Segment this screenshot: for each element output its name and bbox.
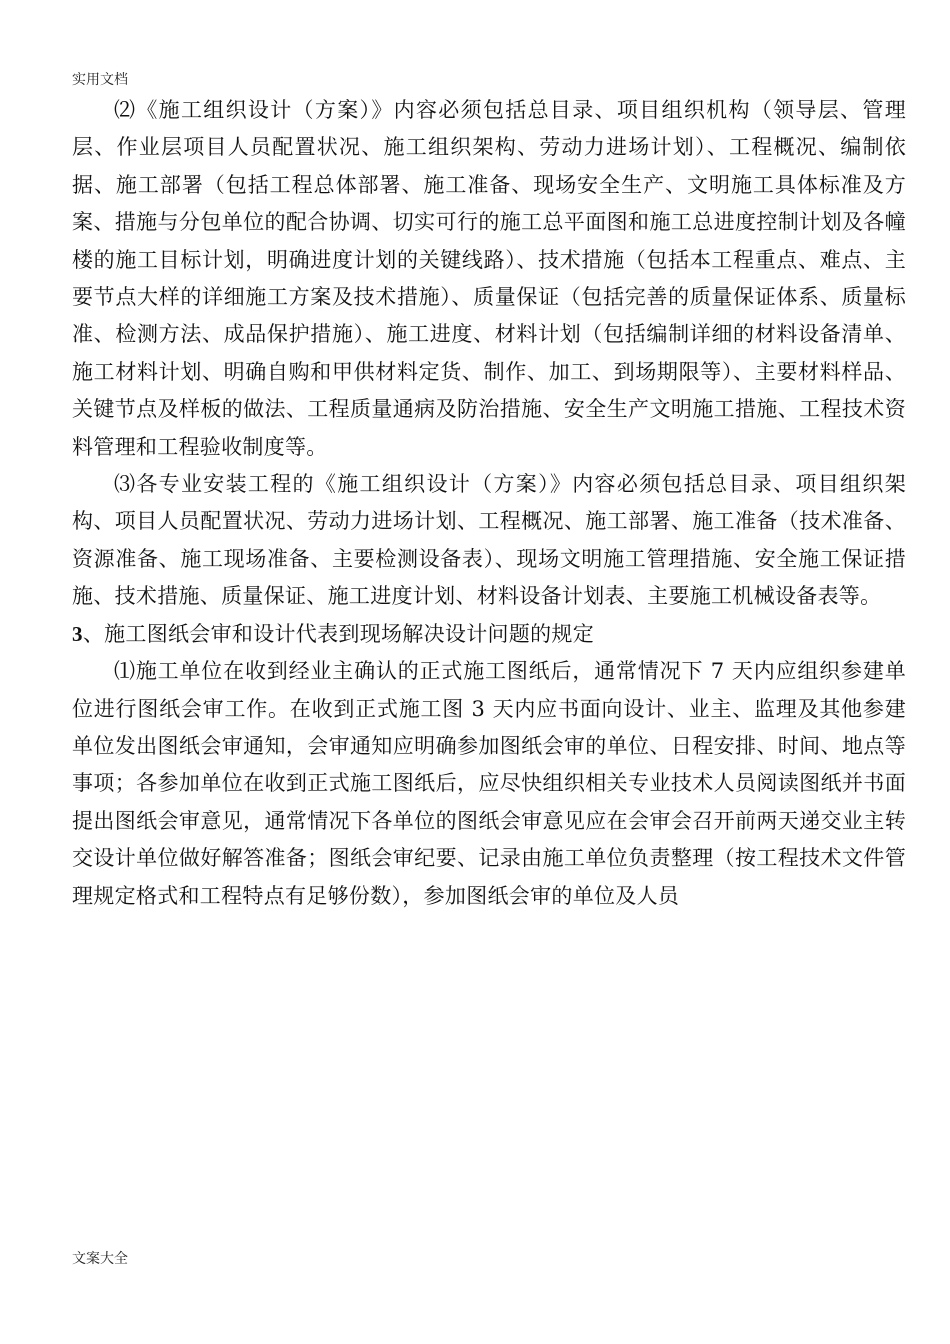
- document-body: [72, 92, 906, 915]
- paragraph-construction-design-content: ⑵《施工组织设计（方案）》内容必须包括总目录、项目组织机构（领导层、管理层、作业层项目人员配置状况、施工组织架构、劳动力进场计划）、工程概况、编制依据、施工部署（包括工程总体部署、施工准备、现场安全生产、文明施工具体标准及方案、措施与分包单位的配合协调、切实可行的施工总平面图和施工总进度控制计划及各幢楼的施工目标计划，明确进度计划的关键线路）、技术措施（包括本工程重点、难点、主要节点大样的详细施工方案及技术措施）、质量保证（包括完善的质量保证体系、质量标准、检测方法、成品保护措施）、施工进度、材料计划（包括编制详细的材料设备清单、施工材料计划、明确自购和甲供材料定货、制作、加工、到场期限等）、主要材料样品、关键节点及样板的做法、工程质量通病及防治措施、安全生产文明施工措施、工程技术资料管理和工程验收制度等。: [72, 98, 906, 459]
- section-heading-drawing-review: [72, 616, 906, 653]
- page-header-label: 实用文档: [72, 72, 128, 88]
- paragraph-installation-design-content: ⑶各专业安装工程的《施工组织设计（方案）》内容必须包括总目录、项目组织架构、项目人员配置状况、劳动力进场计划、工程概况、施工部署、施工准备（技术准备、资源准备、施工现场准备、主要检测设备表）、现场文明施工管理措施、安全施工保证措施、技术措施、质量保证、施工进度计划、材料设备计划表、主要施工机械设备表等。: [72, 472, 906, 609]
- section-title: 、施工图纸会审和设计代表到现场解决设计问题的规定: [82, 621, 595, 646]
- section-number: 3: [72, 621, 83, 646]
- paragraph-drawing-review-procedure: ⑴施工单位在收到经业主确认的正式施工图纸后，通常情况下 7 天内应组织参建单位进行图纸会审工作。在收到正式施工图 3 天内应书面向设计、业主、监理及其他参建单位发出图纸会审通知，会审通知应明确参加图纸会审的单位、日程安排、时间、地点等事项；各参加单位在收到正式施工图纸后，应尽快组织相关专业技术人员阅读图纸并书面提出图纸会审意见，通常情况下各单位的图纸会审意见应在会审会召开前两天递交业主转交设计单位做好解答准备；图纸会审纪要、记录由施工单位负责整理（按工程技术文件管理规定格式和工程特点有足够份数），参加图纸会审的单位及人员: [72, 659, 906, 908]
- page-footer-label: 文案大全: [72, 1251, 128, 1267]
